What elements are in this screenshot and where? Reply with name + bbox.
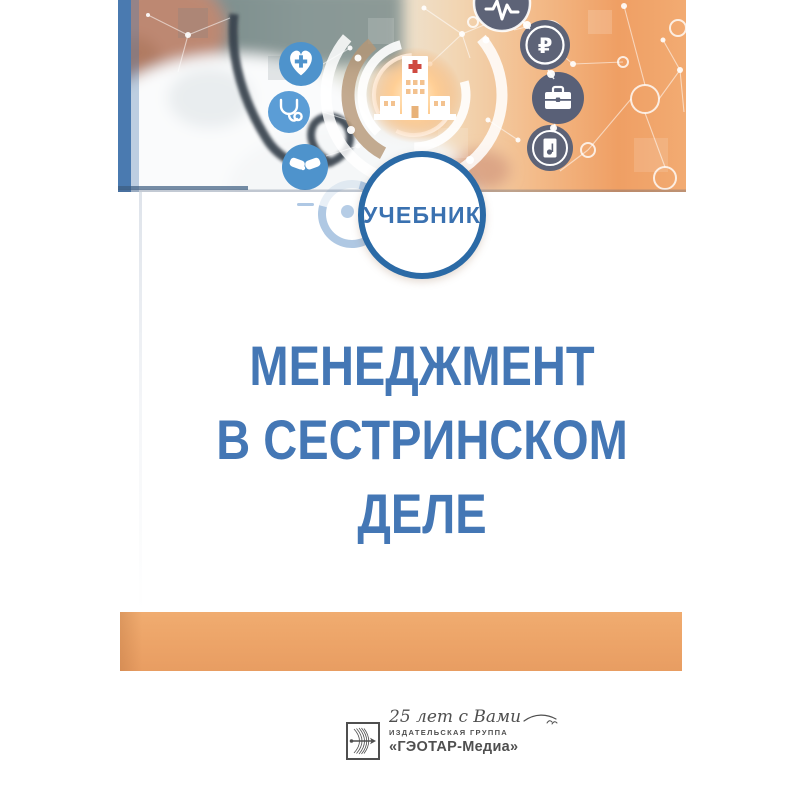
handshake-icon xyxy=(282,144,328,190)
title-line-1: МЕНЕДЖМЕНТ xyxy=(249,334,595,397)
ruble-glyph: ₽ xyxy=(537,34,553,58)
publisher-block xyxy=(346,708,559,760)
photo-left-edge xyxy=(118,0,131,192)
textbook-badge xyxy=(358,151,486,279)
book-title xyxy=(118,329,726,551)
title-line-3: ДЕЛЕ xyxy=(357,482,487,545)
publisher-name: «ГЭОТАР-Медиа» xyxy=(389,739,519,755)
watermark-dash xyxy=(297,203,314,206)
script-flourish xyxy=(523,710,559,726)
publisher-group-label: ИЗДАТЕЛЬСКАЯ ГРУППА xyxy=(389,728,509,737)
publisher-logo-icon xyxy=(346,722,380,760)
watermark-dot xyxy=(341,205,354,218)
stethoscope-icon xyxy=(268,91,310,133)
title-line-2: В СЕСТРИНСКОМ xyxy=(216,408,628,471)
anniversary-script: 25 лет с Вами xyxy=(389,708,559,726)
badge-label: УЧЕБНИК xyxy=(363,201,481,228)
photo-bottom-edge xyxy=(118,186,248,190)
orange-stripe xyxy=(120,612,682,671)
